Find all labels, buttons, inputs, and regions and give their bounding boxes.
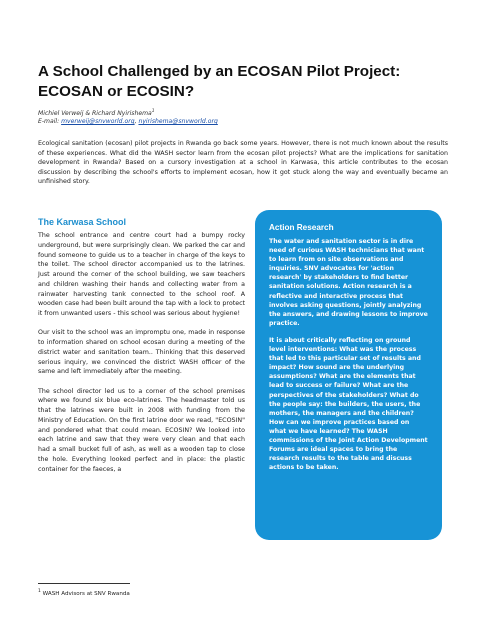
author-names [38,108,448,118]
email-link-nyirishema[interactable]: nyirishema@snvworld.org [138,118,218,126]
sidebar-paragraph: The water and sanitation sector is in dire need of curious WASH technicians that want to learn from on site observations and inquiries. SNV advocates for 'action research' by stakeholders to find better sanitation solutions. Action research is a reflective and interactive process that involves asking questions, jointly analyzing the answers, and drawing lessons to improve practice. [269,238,428,327]
footnote-mark: 1 [38,589,41,594]
author-names-text: Michiel Verweij & Richard Nyirishema [38,110,152,118]
body-column [38,231,245,484]
footnote [38,589,130,597]
section-heading: The Karwasa School [38,217,127,227]
article-title [38,62,448,102]
article-title-line-1: A School Challenged by an ECOSAN Pilot Project: [38,63,401,80]
author-emails [38,118,448,126]
footnote-divider [38,583,130,584]
body-paragraph: The school director led us to a corner of the school premises where we found six blue eco-latrines. The headmaster told us that the latrines were built in 2008 with funding from the Ministry of Education. On the first latrine door we read, "ECOSIN" and pondered what that could mean. ECOSIN? We looked into each latrine and saw that they were very clean and that each had a small bucket full of ash, as well as a wooden tap to close the hole. Everything looked perfect and in place: the plastic container for the faeces, a [38,387,245,473]
sidebar-heading: Action Research [269,223,334,232]
action-research-sidebar [255,210,442,540]
email-separator: , [134,118,139,126]
sidebar-paragraph: It is about critically reflecting on ground level interventions: What was the process that led to this particular set of results and impact? How sound are the underlying assumptions? What are the elements that lead to success or failure? What are the perspectives of the stakeholders? What do the people say: the builders, the users, the mothers, the managers and the children? How can we improve practices based on what we have learned? The WASH commissions of the Joint Action Development Forums are ideal spaces to bring the research results to the table and discuss actions to be taken. [269,336,428,472]
email-label: E-mail: [38,118,60,126]
body-paragraph: The school entrance and centre court had a bumpy rocky underground, but were surprisingly clean. We parked the car and found someone to guide us to a teacher in charge of the keys to the toilet. The school director accompanied us to the latrines. Just around the corner of the school building, we saw teachers and children washing their hands and collecting water from a rainwater harvesting tank connected to the school roof. A wooden case had been built around the tap with a lock to protect it from unwanted users - this school was serious about hygiene! [38,232,245,317]
body-paragraph: Our visit to the school was an impromptu one, made in response to information shared on school ecosan during a meeting of the district water and sanitation team.. Thinking that this deserved serious inquiry, we convinced the district WASH officer of the same and left immediately after the meeting. [38,329,245,376]
author-footnote-mark: 1 [151,109,155,114]
footnote-text: WASH Advisors at SNV Rwanda [40,590,130,597]
intro-paragraph: Ecological sanitation (ecosan) pilot projects in Rwanda go back some years. However, there is not much known about the results of these experiences. What did the WASH sector learn from the ecosan pilot projects? What are the implications for sanitation development in Rwanda? Based on a cursory investigation at a school in Karwasa, this article contributes to the ecosan discussion by describing the school's efforts to implement ecosan, how it got stuck along the way and eventually became an unfinished story. [38,140,448,186]
email-link-verweij[interactable]: mverweij@snvworld.org [61,118,135,126]
author-block [38,108,448,126]
article-title-line-2: ECOSAN or ECOSIN? [38,83,195,100]
